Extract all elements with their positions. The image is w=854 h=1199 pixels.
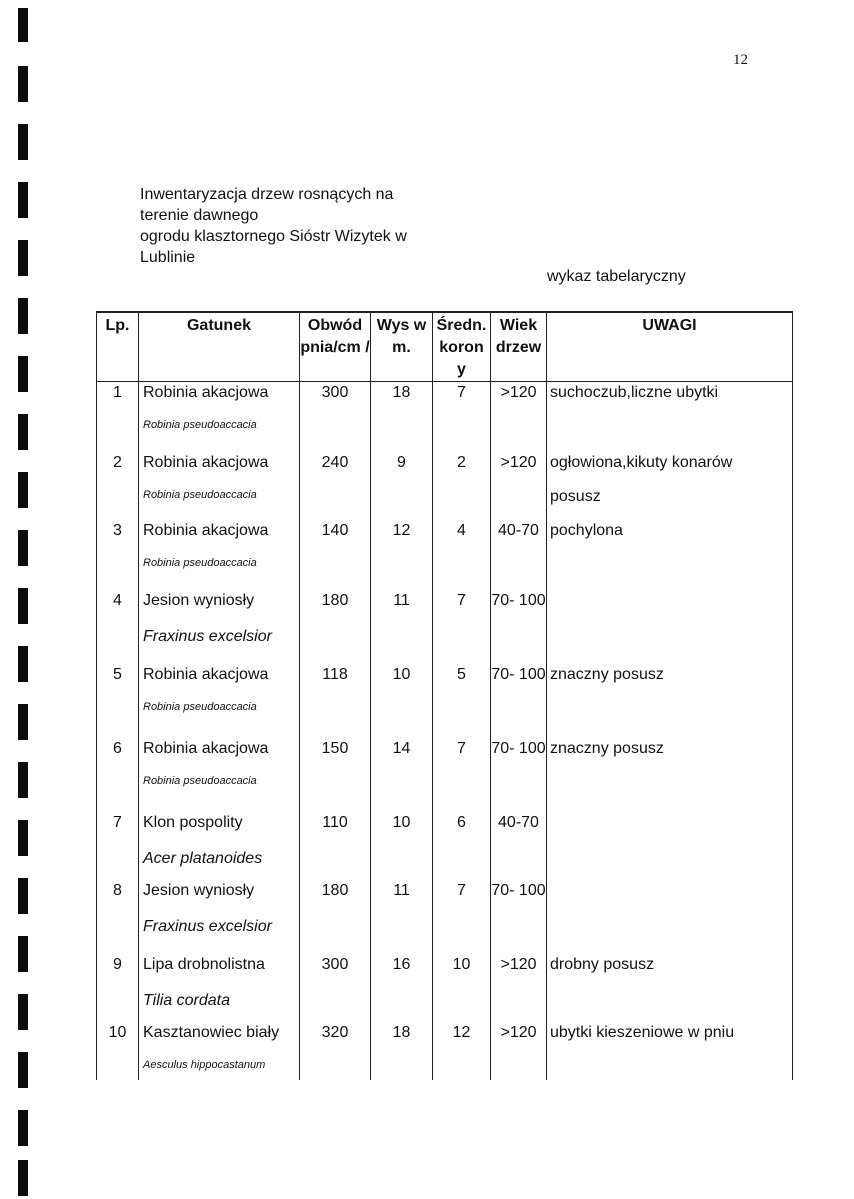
remark-line: pochylona	[550, 521, 623, 539]
cell-sredn: 7	[433, 738, 491, 812]
cell-obwod: 140	[300, 520, 371, 590]
cell-obwod: 180	[300, 590, 371, 664]
cell-gatunek	[139, 382, 300, 452]
title-line: Inwentaryzacja drzew rosnących na	[140, 186, 394, 203]
binder-mark	[18, 588, 28, 624]
species-common-name: Robinia akacjowa	[143, 665, 269, 683]
cell-wys: 18	[371, 382, 433, 452]
cell-gatunek	[139, 738, 300, 812]
cell-lp: 3	[97, 520, 139, 590]
species-latin-name: Fraxinus excelsior	[143, 917, 272, 935]
binder-mark	[18, 646, 28, 682]
species-latin-name: Robinia pseudoaccacia	[143, 556, 257, 569]
cell-gatunek	[139, 590, 300, 664]
table-row	[97, 590, 793, 664]
cell-uwagi	[547, 590, 793, 664]
cell-lp: 2	[97, 452, 139, 520]
species-common-name: Klon pospolity	[143, 813, 243, 831]
binder-mark	[18, 530, 28, 566]
species-latin-name: Aesculus hippocastanum	[143, 1058, 266, 1071]
document-subtitle: wykaz tabelaryczny	[547, 268, 686, 285]
binder-mark	[18, 66, 28, 102]
species-common-name: Jesion wyniosły	[143, 881, 255, 899]
header-lp: Lp.	[97, 312, 139, 382]
remark-line: ubytki kieszeniowe w pniu	[550, 1023, 735, 1041]
cell-obwod: 150	[300, 738, 371, 812]
document-title	[140, 184, 407, 268]
remark-line: posusz	[550, 487, 601, 505]
title-line: Lublinie	[140, 249, 196, 266]
cell-uwagi	[547, 664, 793, 738]
binder-mark	[18, 1110, 28, 1146]
species-latin-name: Fraxinus excelsior	[143, 627, 272, 645]
table-row	[97, 382, 793, 452]
cell-sredn: 12	[433, 1022, 491, 1080]
header-gatunek: Gatunek	[139, 312, 300, 382]
table-row	[97, 738, 793, 812]
cell-obwod: 110	[300, 812, 371, 880]
cell-obwod: 300	[300, 382, 371, 452]
binder-mark	[18, 1160, 28, 1196]
table-row	[97, 954, 793, 1022]
cell-uwagi	[547, 880, 793, 954]
binder-mark	[18, 704, 28, 740]
cell-wiek: 70- 100	[491, 590, 547, 664]
binder-mark	[18, 762, 28, 798]
cell-sredn: 5	[433, 664, 491, 738]
header-sredn: Średn. koron y	[433, 312, 491, 382]
binder-mark	[18, 182, 28, 218]
cell-wys: 12	[371, 520, 433, 590]
cell-wiek: >120	[491, 382, 547, 452]
cell-sredn: 10	[433, 954, 491, 1022]
cell-wys: 16	[371, 954, 433, 1022]
cell-lp: 5	[97, 664, 139, 738]
cell-obwod: 320	[300, 1022, 371, 1080]
binder-mark	[18, 1052, 28, 1088]
cell-lp: 10	[97, 1022, 139, 1080]
remark-line: znaczny posusz	[550, 665, 664, 683]
species-common-name: Lipa drobnolistna	[143, 955, 265, 973]
cell-uwagi	[547, 452, 793, 520]
table-row	[97, 812, 793, 880]
cell-wiek: 70- 100	[491, 880, 547, 954]
species-latin-name: Robinia pseudoaccacia	[143, 774, 257, 787]
cell-wiek: 70- 100	[491, 738, 547, 812]
species-common-name: Robinia akacjowa	[143, 521, 269, 539]
binder-mark	[18, 820, 28, 856]
table-row	[97, 880, 793, 954]
binder-mark	[18, 298, 28, 334]
title-line: terenie dawnego	[140, 207, 259, 224]
cell-sredn: 2	[433, 452, 491, 520]
species-latin-name: Tilia cordata	[143, 991, 231, 1009]
header-wys: Wys w m.	[371, 312, 433, 382]
cell-wys: 10	[371, 664, 433, 738]
title-line: ogrodu klasztornego Sióstr Wizytek w	[140, 228, 407, 245]
cell-wiek: 70- 100	[491, 664, 547, 738]
cell-gatunek	[139, 880, 300, 954]
cell-uwagi	[547, 954, 793, 1022]
header-obwod: Obwód pnia/cm /	[300, 312, 371, 382]
cell-sredn: 7	[433, 382, 491, 452]
cell-uwagi	[547, 738, 793, 812]
species-latin-name: Robinia pseudoaccacia	[143, 488, 257, 501]
table-row	[97, 1022, 793, 1080]
cell-wys: 9	[371, 452, 433, 520]
table-row	[97, 520, 793, 590]
page-number: 12	[733, 52, 748, 68]
species-common-name: Robinia akacjowa	[143, 384, 269, 401]
cell-uwagi	[547, 812, 793, 880]
species-common-name: Kasztanowiec biały	[143, 1023, 280, 1041]
cell-lp: 1	[97, 382, 139, 452]
remark-line: ogłowiona,kikuty konarów	[550, 453, 733, 471]
table-row	[97, 664, 793, 738]
binder-mark	[18, 240, 28, 276]
cell-gatunek	[139, 1022, 300, 1080]
cell-lp: 8	[97, 880, 139, 954]
cell-wiek: 40-70	[491, 812, 547, 880]
cell-wiek: 40-70	[491, 520, 547, 590]
cell-gatunek	[139, 954, 300, 1022]
species-common-name: Robinia akacjowa	[143, 453, 269, 471]
cell-lp: 6	[97, 738, 139, 812]
cell-gatunek	[139, 520, 300, 590]
cell-lp: 7	[97, 812, 139, 880]
header-wiek: Wiek drzew	[491, 312, 547, 382]
cell-obwod: 240	[300, 452, 371, 520]
remark-line: suchoczub,liczne ubytki	[550, 384, 719, 401]
binder-mark	[18, 472, 28, 508]
cell-wys: 11	[371, 590, 433, 664]
table-header-row	[97, 312, 793, 382]
cell-sredn: 7	[433, 590, 491, 664]
species-common-name: Jesion wyniosły	[143, 591, 255, 609]
cell-gatunek	[139, 452, 300, 520]
binder-mark	[18, 124, 28, 160]
cell-wys: 18	[371, 1022, 433, 1080]
cell-uwagi	[547, 520, 793, 590]
cell-gatunek	[139, 812, 300, 880]
binder-mark	[18, 414, 28, 450]
binder-mark	[18, 878, 28, 914]
cell-obwod: 118	[300, 664, 371, 738]
cell-obwod: 300	[300, 954, 371, 1022]
species-latin-name: Robinia pseudoaccacia	[143, 419, 257, 431]
table-row	[97, 452, 793, 520]
species-latin-name: Acer platanoides	[143, 849, 263, 867]
cell-uwagi	[547, 1022, 793, 1080]
cell-wiek: >120	[491, 954, 547, 1022]
cell-lp: 4	[97, 590, 139, 664]
header-uwagi: UWAGI	[547, 312, 793, 382]
cell-wys: 10	[371, 812, 433, 880]
cell-lp: 9	[97, 954, 139, 1022]
cell-wys: 14	[371, 738, 433, 812]
cell-wiek: >120	[491, 1022, 547, 1080]
cell-uwagi	[547, 382, 793, 452]
remark-line: znaczny posusz	[550, 739, 664, 757]
cell-wys: 11	[371, 880, 433, 954]
binder-mark	[18, 936, 28, 972]
species-common-name: Robinia akacjowa	[143, 739, 269, 757]
binder-mark	[18, 8, 28, 42]
binder-mark	[18, 994, 28, 1030]
binder-mark	[18, 356, 28, 392]
cell-sredn: 7	[433, 880, 491, 954]
cell-wiek: >120	[491, 452, 547, 520]
species-latin-name: Robinia pseudoaccacia	[143, 700, 257, 713]
cell-obwod: 180	[300, 880, 371, 954]
remark-line: drobny posusz	[550, 955, 655, 973]
tree-inventory-table	[96, 311, 793, 1080]
cell-gatunek	[139, 664, 300, 738]
cell-sredn: 4	[433, 520, 491, 590]
cell-sredn: 6	[433, 812, 491, 880]
